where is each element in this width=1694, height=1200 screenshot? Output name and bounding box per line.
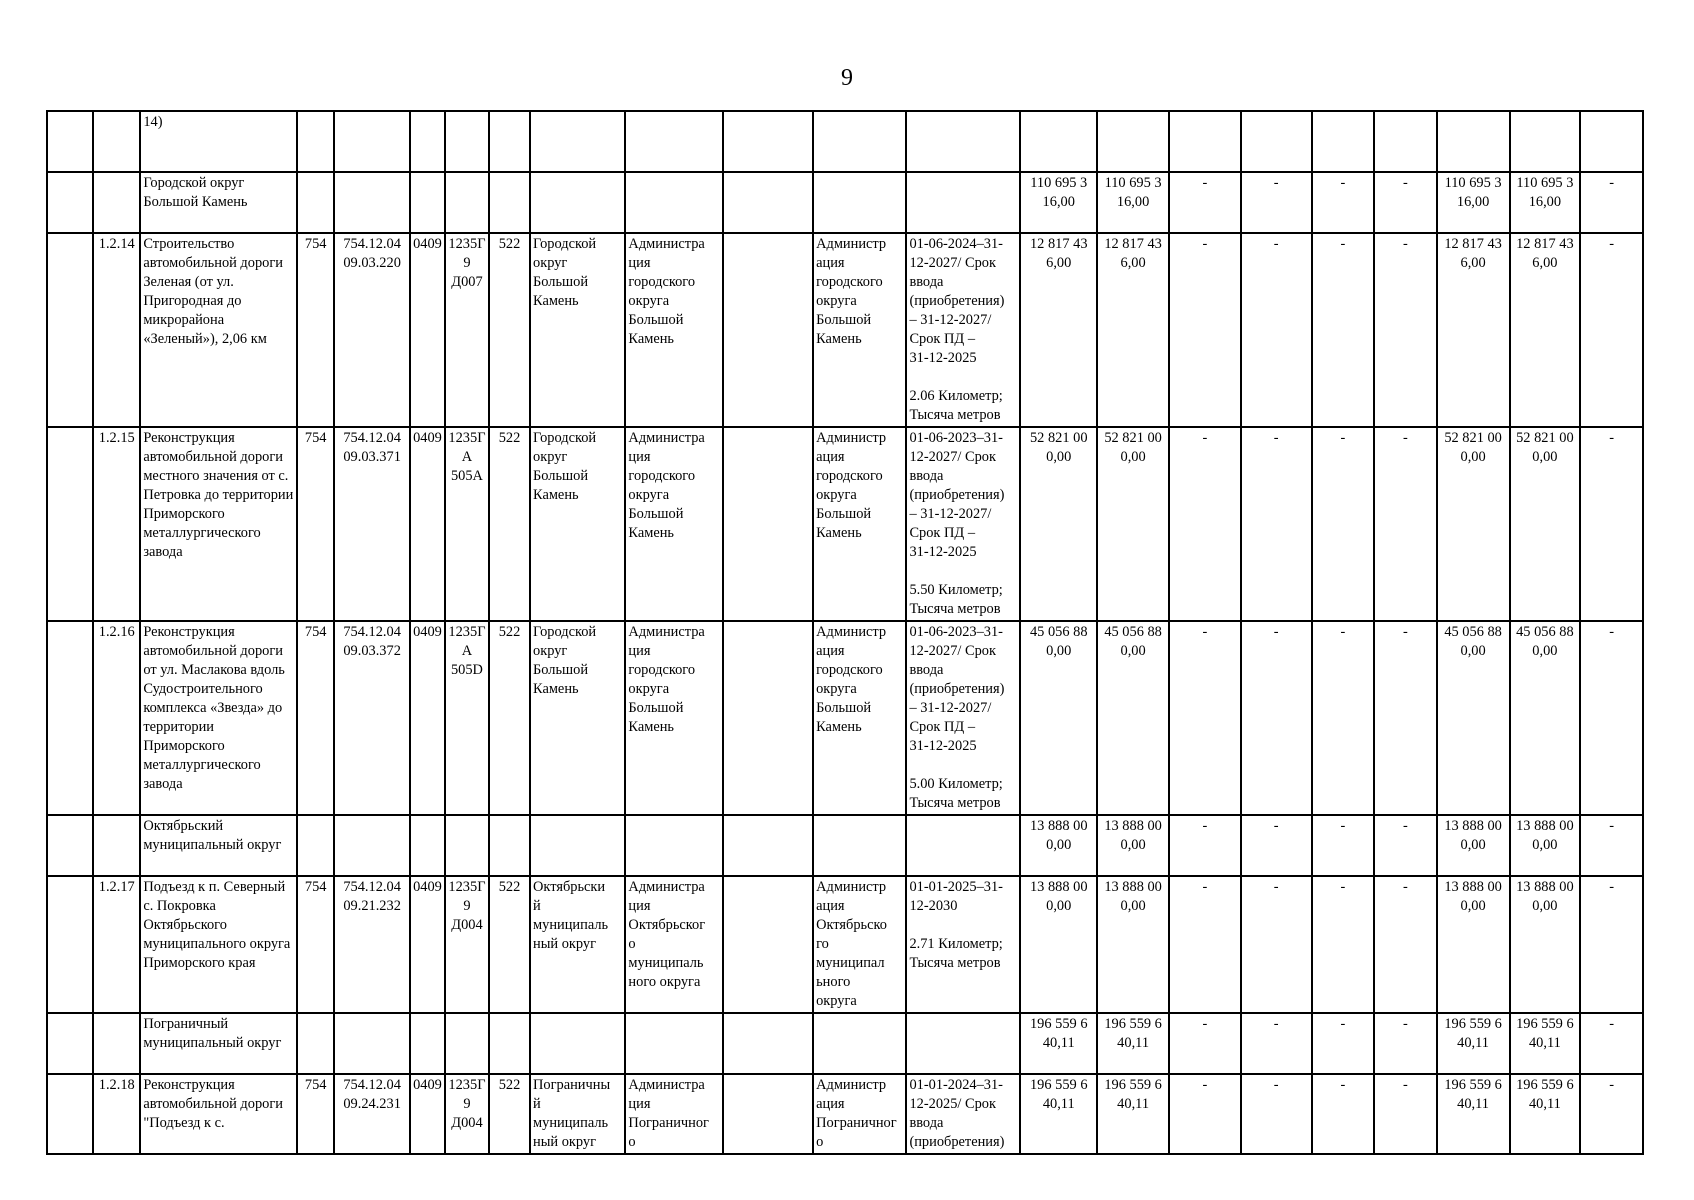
developer xyxy=(813,233,906,427)
dash-cell: - xyxy=(1374,1013,1437,1074)
target-code xyxy=(445,815,489,876)
dash-cell: - xyxy=(1241,621,1312,815)
developer-line xyxy=(816,212,903,231)
page-number: 9 xyxy=(841,65,853,91)
total-sum xyxy=(1020,111,1097,172)
customer-line: Камень xyxy=(628,525,674,541)
expense-type xyxy=(489,1013,530,1074)
developer-line: ация xyxy=(816,449,845,465)
section-code: 0409 xyxy=(410,427,445,621)
object-name: Реконструкция автомобильной дороги "Подъезд к с. xyxy=(140,1074,297,1154)
year-sum-2: 13 888 00 0,00 xyxy=(1510,815,1581,876)
group-row xyxy=(47,815,1643,876)
dash-cell: - xyxy=(1580,1074,1643,1154)
dash-cell: - xyxy=(1241,172,1312,233)
developer-line: Большой xyxy=(816,312,872,328)
budget-code: 754.12.04 09.21.232 xyxy=(334,876,410,1013)
customer-line: Администра xyxy=(628,236,705,252)
year-sum-2 xyxy=(1510,111,1581,172)
developer xyxy=(813,1074,906,1154)
municipality: Октябрьски й муниципаль ный округ xyxy=(530,876,625,1013)
customer-line xyxy=(628,1053,719,1072)
customer-line: Администра xyxy=(628,879,705,895)
year-sum: 13 888 00 0,00 xyxy=(1437,815,1510,876)
developer-line xyxy=(816,132,903,151)
dash-cell: - xyxy=(1580,1013,1643,1074)
developer-line: Октябрьско xyxy=(816,917,887,933)
customer xyxy=(625,1013,722,1074)
budget-objects-table xyxy=(46,110,1644,1155)
budget-code: 754.12.04 09.24.231 xyxy=(334,1074,410,1154)
dash-cell: - xyxy=(1312,172,1375,233)
dash-cell: - xyxy=(1312,233,1375,427)
total-sum: 12 817 43 6,00 xyxy=(1020,233,1097,427)
developer-line: муниципал xyxy=(816,955,885,971)
customer-line: о xyxy=(628,1134,636,1150)
budget-code xyxy=(334,172,410,233)
customer-line xyxy=(628,193,719,212)
dash-cell: - xyxy=(1374,876,1437,1013)
budget-code: 754.12.04 09.03.220 xyxy=(334,233,410,427)
developer-line xyxy=(816,151,903,170)
developer-line: округа xyxy=(816,681,857,697)
dash-cell: - xyxy=(1312,815,1375,876)
cell-blank xyxy=(47,233,93,427)
total-sum: 52 821 00 0,00 xyxy=(1020,427,1097,621)
object-name: Городской округ Большой Камень xyxy=(140,172,297,233)
section-code xyxy=(410,815,445,876)
developer-line: Большой xyxy=(816,506,872,522)
customer-line xyxy=(628,855,719,874)
cell-blank xyxy=(47,876,93,1013)
budget-code xyxy=(334,1013,410,1074)
developer-line xyxy=(816,193,903,212)
dash-cell xyxy=(1169,111,1241,172)
object-name: Октябрьский муниципальный округ xyxy=(140,815,297,876)
dash-cell: - xyxy=(1241,427,1312,621)
year-sum: 110 695 3 16,00 xyxy=(1437,172,1510,233)
expense-type: 522 xyxy=(489,1074,530,1154)
budget-code: 754.12.04 09.03.371 xyxy=(334,427,410,621)
customer-line: о xyxy=(628,936,636,952)
cell-blank xyxy=(723,621,813,815)
table-row xyxy=(47,621,1643,815)
cell-blank xyxy=(723,1013,813,1074)
developer-line: городского xyxy=(816,468,883,484)
developer-line: Камень xyxy=(816,331,862,347)
dash-cell: - xyxy=(1374,621,1437,815)
customer xyxy=(625,815,722,876)
budget-code: 754.12.04 09.03.372 xyxy=(334,621,410,815)
cell-blank xyxy=(723,427,813,621)
dash-cell: - xyxy=(1580,876,1643,1013)
developer-line xyxy=(816,113,903,132)
item-number: 1.2.18 xyxy=(93,1074,140,1154)
customer-line: ного округа xyxy=(628,974,701,990)
cell-blank xyxy=(723,876,813,1013)
developer-line: ация xyxy=(816,255,845,271)
dates-capacity: 01-06-2023–31- 12-2027/ Срок ввода (приобретения) – 31-12-2027/ Срок ПД – 31-12-2025 5.00 Километр; Тысяча метров xyxy=(906,621,1020,815)
dash-cell: - xyxy=(1241,1074,1312,1154)
item-number xyxy=(93,815,140,876)
customer-line: Администра xyxy=(628,430,705,446)
dates-capacity: 01-06-2023–31- 12-2027/ Срок ввода (приобретения) – 31-12-2027/ Срок ПД – 31-12-2025 5.50 Километр; Тысяча метров xyxy=(906,427,1020,621)
grbs-code xyxy=(297,172,334,233)
customer-line xyxy=(628,132,719,151)
customer-line xyxy=(628,113,719,132)
customer-line: Пограничног xyxy=(628,1115,709,1131)
customer-line: Администра xyxy=(628,624,705,640)
customer-line: округа xyxy=(628,487,670,503)
dash-cell: - xyxy=(1580,427,1643,621)
target-code xyxy=(445,111,489,172)
customer-line: ция xyxy=(628,1096,651,1112)
customer-line xyxy=(628,212,719,231)
item-number: 1.2.14 xyxy=(93,233,140,427)
object-name: 14) xyxy=(140,111,297,172)
customer-line xyxy=(628,817,719,836)
total-sum: 196 559 6 40,11 xyxy=(1020,1074,1097,1154)
municipality: Пограничны й муниципаль ный округ xyxy=(530,1074,625,1154)
developer-line: Администр xyxy=(816,236,887,252)
section-code: 0409 xyxy=(410,1074,445,1154)
item-number: 1.2.16 xyxy=(93,621,140,815)
grbs-code: 754 xyxy=(297,427,334,621)
dash-cell: - xyxy=(1580,621,1643,815)
section-code xyxy=(410,111,445,172)
table-row xyxy=(47,876,1643,1013)
total-sum-2: 13 888 00 0,00 xyxy=(1097,876,1169,1013)
developer-line xyxy=(816,817,903,836)
year-sum: 52 821 00 0,00 xyxy=(1437,427,1510,621)
cell-blank xyxy=(723,815,813,876)
dash-cell: - xyxy=(1312,1074,1375,1154)
group-row xyxy=(47,1013,1643,1074)
customer xyxy=(625,621,722,815)
total-sum: 110 695 3 16,00 xyxy=(1020,172,1097,233)
total-sum: 13 888 00 0,00 xyxy=(1020,876,1097,1013)
item-number xyxy=(93,111,140,172)
year-sum-2: 110 695 3 16,00 xyxy=(1510,172,1581,233)
table-row xyxy=(47,427,1643,621)
municipality xyxy=(530,815,625,876)
target-code: 1235Г9 Д004 xyxy=(445,876,489,1013)
grbs-code: 754 xyxy=(297,1074,334,1154)
dash-cell: - xyxy=(1169,876,1241,1013)
year-sum: 196 559 6 40,11 xyxy=(1437,1013,1510,1074)
section-code: 0409 xyxy=(410,233,445,427)
developer xyxy=(813,111,906,172)
cell-blank xyxy=(47,815,93,876)
grbs-code xyxy=(297,1013,334,1074)
budget-code xyxy=(334,815,410,876)
continuation-row xyxy=(47,111,1643,172)
dates-capacity: 01-01-2024–31- 12-2025/ Срок ввода (приобретения) xyxy=(906,1074,1020,1154)
cell-blank xyxy=(47,172,93,233)
developer-line: Камень xyxy=(816,525,862,541)
expense-type: 522 xyxy=(489,427,530,621)
cell-blank xyxy=(723,111,813,172)
grbs-code xyxy=(297,111,334,172)
developer xyxy=(813,172,906,233)
developer-line: городского xyxy=(816,274,883,290)
target-code: 1235ГА 505D xyxy=(445,621,489,815)
year-sum xyxy=(1437,111,1510,172)
customer xyxy=(625,427,722,621)
customer-line: Камень xyxy=(628,331,674,347)
developer-line: Пограничного xyxy=(816,1115,897,1150)
developer-line: Камень xyxy=(816,719,862,735)
developer-line xyxy=(816,174,903,193)
section-code xyxy=(410,172,445,233)
dash-cell: - xyxy=(1580,815,1643,876)
dash-cell: - xyxy=(1374,815,1437,876)
expense-type xyxy=(489,111,530,172)
municipality: Городской округ Большой Камень xyxy=(530,233,625,427)
table-row xyxy=(47,233,1643,427)
customer-line: городского xyxy=(628,468,696,484)
total-sum-2 xyxy=(1097,111,1169,172)
dash-cell: - xyxy=(1374,233,1437,427)
group-row xyxy=(47,172,1643,233)
developer xyxy=(813,815,906,876)
dash-cell: - xyxy=(1169,1013,1241,1074)
developer-line: округа xyxy=(816,993,857,1009)
customer-line: Большой xyxy=(628,312,684,328)
developer-line: Большой xyxy=(816,700,872,716)
target-code: 1235Г9 Д007 xyxy=(445,233,489,427)
developer-line: Администр xyxy=(816,879,887,895)
target-code xyxy=(445,172,489,233)
expense-type: 522 xyxy=(489,621,530,815)
customer xyxy=(625,111,722,172)
expense-type: 522 xyxy=(489,876,530,1013)
customer-line xyxy=(628,836,719,855)
developer-line xyxy=(816,836,903,855)
customer-line: Большой xyxy=(628,700,684,716)
object-name: Строительство автомобильной дороги Зеленая (от ул. Пригородная до микрорайона «Зеленый»), 2,06 км xyxy=(140,233,297,427)
total-sum-2: 196 559 6 40,11 xyxy=(1097,1074,1169,1154)
customer-line: муниципаль xyxy=(628,955,704,971)
dash-cell: - xyxy=(1169,621,1241,815)
budget-code xyxy=(334,111,410,172)
total-sum: 13 888 00 0,00 xyxy=(1020,815,1097,876)
customer-line: ция xyxy=(628,449,651,465)
cell-blank xyxy=(47,427,93,621)
customer-line: ция xyxy=(628,643,651,659)
dash-cell: - xyxy=(1312,621,1375,815)
cell-blank xyxy=(723,1074,813,1154)
dash-cell: - xyxy=(1580,172,1643,233)
dash-cell xyxy=(1312,111,1375,172)
dash-cell xyxy=(1374,111,1437,172)
dates-capacity xyxy=(906,815,1020,876)
municipality xyxy=(530,111,625,172)
dash-cell: - xyxy=(1312,1013,1375,1074)
customer-line: ция xyxy=(628,898,651,914)
customer xyxy=(625,172,722,233)
cell-blank xyxy=(47,1074,93,1154)
customer xyxy=(625,233,722,427)
object-name: Реконструкция автомобильной дороги местного значения от с. Петровка до территории Приморского металлургического завода xyxy=(140,427,297,621)
developer-line: ация xyxy=(816,643,845,659)
section-code: 0409 xyxy=(410,621,445,815)
developer-line: округа xyxy=(816,293,857,309)
target-code: 1235ГА 505А xyxy=(445,427,489,621)
developer-line: го xyxy=(816,936,829,952)
section-code xyxy=(410,1013,445,1074)
item-number: 1.2.15 xyxy=(93,427,140,621)
year-sum: 12 817 43 6,00 xyxy=(1437,233,1510,427)
dash-cell: - xyxy=(1241,876,1312,1013)
developer-line: округа xyxy=(816,487,857,503)
grbs-code: 754 xyxy=(297,876,334,1013)
year-sum: 13 888 00 0,00 xyxy=(1437,876,1510,1013)
dates-capacity: 01-01-2025–31- 12-2030 2.71 Километр; Тысяча метров xyxy=(906,876,1020,1013)
municipality: Городской округ Большой Камень xyxy=(530,621,625,815)
dash-cell: - xyxy=(1374,427,1437,621)
customer-line: Большой xyxy=(628,506,684,522)
developer-line xyxy=(816,1015,903,1034)
total-sum-2: 110 695 3 16,00 xyxy=(1097,172,1169,233)
cell-blank xyxy=(47,621,93,815)
cell-blank xyxy=(47,1013,93,1074)
developer xyxy=(813,621,906,815)
dash-cell: - xyxy=(1374,172,1437,233)
year-sum-2: 196 559 6 40,11 xyxy=(1510,1074,1581,1154)
dates-capacity xyxy=(906,1013,1020,1074)
total-sum-2: 45 056 88 0,00 xyxy=(1097,621,1169,815)
year-sum-2: 45 056 88 0,00 xyxy=(1510,621,1581,815)
municipality: Городской округ Большой Камень xyxy=(530,427,625,621)
customer-line: городского xyxy=(628,274,696,290)
dash-cell: - xyxy=(1374,1074,1437,1154)
customer-line: ция xyxy=(628,255,651,271)
item-number xyxy=(93,1013,140,1074)
total-sum: 45 056 88 0,00 xyxy=(1020,621,1097,815)
object-name: Реконструкция автомобильной дороги от ул. Маслакова вдоль Судостроительного комплекса «Звезда» до территории Приморского металлургического завода xyxy=(140,621,297,815)
customer-line: округа xyxy=(628,681,670,697)
developer-line xyxy=(816,855,903,874)
developer-line: городского xyxy=(816,662,883,678)
developer-line: Администр xyxy=(816,1077,887,1093)
dash-cell: - xyxy=(1312,876,1375,1013)
year-sum-2: 12 817 43 6,00 xyxy=(1510,233,1581,427)
customer-line: округа xyxy=(628,293,670,309)
dates-capacity xyxy=(906,172,1020,233)
total-sum-2: 196 559 6 40,11 xyxy=(1097,1013,1169,1074)
expense-type xyxy=(489,815,530,876)
municipality xyxy=(530,172,625,233)
item-number: 1.2.17 xyxy=(93,876,140,1013)
customer-line: Октябрьског xyxy=(628,917,706,933)
table-row xyxy=(47,1074,1643,1154)
year-sum: 45 056 88 0,00 xyxy=(1437,621,1510,815)
cell-blank xyxy=(47,111,93,172)
dash-cell: - xyxy=(1169,427,1241,621)
dates-capacity xyxy=(906,111,1020,172)
developer-line: Администр xyxy=(816,624,887,640)
customer-line xyxy=(628,1034,719,1053)
section-code: 0409 xyxy=(410,876,445,1013)
year-sum-2: 52 821 00 0,00 xyxy=(1510,427,1581,621)
customer-line: Администра xyxy=(628,1077,705,1093)
grbs-code xyxy=(297,815,334,876)
grbs-code: 754 xyxy=(297,233,334,427)
expense-type: 522 xyxy=(489,233,530,427)
dash-cell xyxy=(1580,111,1643,172)
customer-line xyxy=(628,151,719,170)
target-code: 1235Г9 Д004 xyxy=(445,1074,489,1154)
developer xyxy=(813,876,906,1013)
year-sum-2: 196 559 6 40,11 xyxy=(1510,1013,1581,1074)
item-number xyxy=(93,172,140,233)
year-sum: 196 559 6 40,11 xyxy=(1437,1074,1510,1154)
developer-line: ьного xyxy=(816,974,851,990)
total-sum-2: 12 817 43 6,00 xyxy=(1097,233,1169,427)
target-code xyxy=(445,1013,489,1074)
customer-line xyxy=(628,174,719,193)
total-sum: 196 559 6 40,11 xyxy=(1020,1013,1097,1074)
grbs-code: 754 xyxy=(297,621,334,815)
developer-line xyxy=(816,1034,903,1053)
dash-cell: - xyxy=(1241,1013,1312,1074)
customer-line: городского xyxy=(628,662,696,678)
dash-cell: - xyxy=(1241,815,1312,876)
cell-blank xyxy=(723,172,813,233)
developer xyxy=(813,427,906,621)
dash-cell: - xyxy=(1169,1074,1241,1154)
developer-line: Администр xyxy=(816,430,887,446)
developer-line: ация xyxy=(816,1096,845,1112)
object-name: Подъезд к п. Северный с. Покровка Октябрьского муниципального округа Приморского края xyxy=(140,876,297,1013)
dash-cell: - xyxy=(1241,233,1312,427)
dash-cell: - xyxy=(1580,233,1643,427)
developer-line: ация xyxy=(816,898,845,914)
cell-blank xyxy=(723,233,813,427)
developer-line xyxy=(816,1053,903,1072)
total-sum-2: 52 821 00 0,00 xyxy=(1097,427,1169,621)
municipality xyxy=(530,1013,625,1074)
expense-type xyxy=(489,172,530,233)
customer-line: Камень xyxy=(628,719,674,735)
customer xyxy=(625,1074,722,1154)
developer xyxy=(813,1013,906,1074)
object-name: Пограничный муниципальный округ xyxy=(140,1013,297,1074)
customer xyxy=(625,876,722,1013)
dash-cell: - xyxy=(1169,172,1241,233)
dates-capacity: 01-06-2024–31- 12-2027/ Срок ввода (приобретения) – 31-12-2027/ Срок ПД – 31-12-2025 2.06 Километр; Тысяча метров xyxy=(906,233,1020,427)
dash-cell: - xyxy=(1169,815,1241,876)
customer-line xyxy=(628,1015,719,1034)
total-sum-2: 13 888 00 0,00 xyxy=(1097,815,1169,876)
dash-cell xyxy=(1241,111,1312,172)
dash-cell: - xyxy=(1312,427,1375,621)
dash-cell: - xyxy=(1169,233,1241,427)
year-sum-2: 13 888 00 0,00 xyxy=(1510,876,1581,1013)
